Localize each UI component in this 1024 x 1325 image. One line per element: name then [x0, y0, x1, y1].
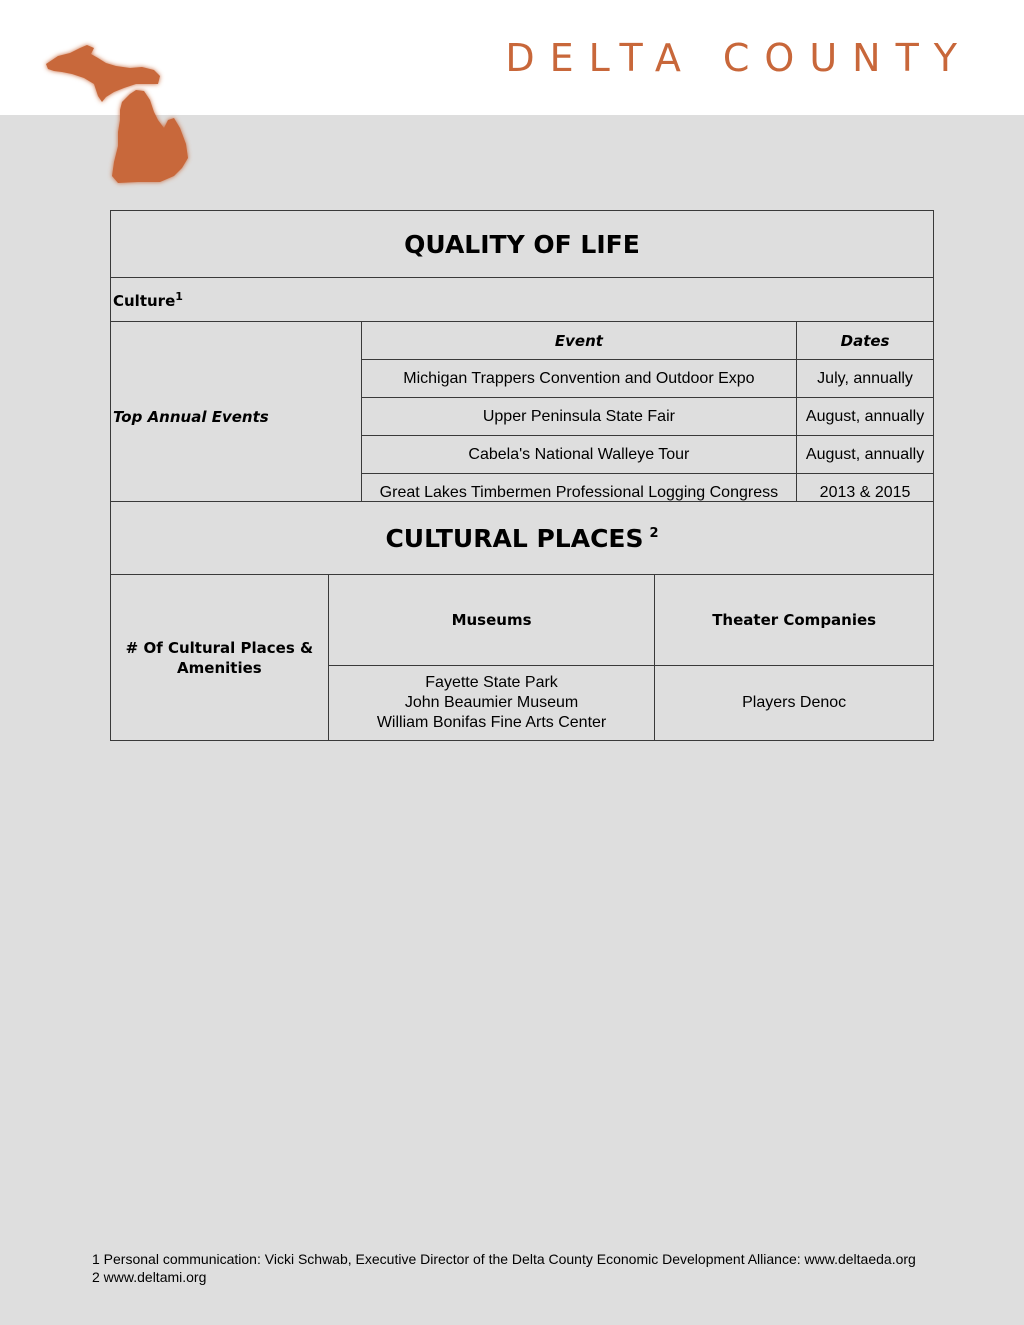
culture-footnote-ref: 1 — [175, 289, 183, 303]
list-item: Fayette State Park — [425, 674, 558, 691]
quality-of-life-table — [110, 210, 934, 512]
event-name: Cabela's National Walleye Tour — [361, 436, 796, 474]
footnote-2: 2 www.deltami.org — [92, 1269, 207, 1285]
culture-label: Culture — [113, 291, 176, 310]
event-dates: August, annually — [797, 398, 934, 436]
list-item: John Beaumier Museum — [404, 694, 579, 711]
theater-companies: Players Denoc — [655, 666, 934, 741]
quality-of-life-title: QUALITY OF LIFE — [111, 211, 934, 278]
dates-column-header: Dates — [797, 322, 934, 360]
michigan-map-icon — [40, 36, 200, 188]
event-dates: 2013 & 2015 — [797, 474, 934, 512]
cultural-places-label: # Of Cultural Places & Amenities — [111, 575, 329, 741]
cultural-footnote-ref: 2 — [649, 526, 659, 542]
cultural-places-heading: CULTURAL PLACES — [385, 523, 644, 553]
brand-title: DELTA COUNTY — [505, 36, 972, 80]
event-column-header: Event — [361, 322, 796, 360]
theater-column-header: Theater Companies — [655, 575, 934, 666]
event-name: Great Lakes Timbermen Professional Logging Congress — [361, 474, 796, 512]
footnotes — [92, 1250, 916, 1286]
top-annual-events-label: Top Annual Events — [111, 322, 362, 512]
list-item: William Bonifas Fine Arts Center — [376, 714, 607, 731]
footnote-1: 1 Personal communication: Vicki Schwab, Executive Director of the Delta County Economic Development Alliance: www.deltaeda.org — [92, 1251, 916, 1267]
museums-column-header: Museums — [328, 575, 655, 666]
event-dates: July, annually — [797, 360, 934, 398]
cultural-places-table — [110, 501, 934, 741]
museums-list — [328, 666, 655, 741]
cultural-places-title — [111, 502, 934, 575]
event-dates: August, annually — [797, 436, 934, 474]
culture-section-label — [111, 278, 934, 322]
event-name: Michigan Trappers Convention and Outdoor Expo — [361, 360, 796, 398]
event-name: Upper Peninsula State Fair — [361, 398, 796, 436]
